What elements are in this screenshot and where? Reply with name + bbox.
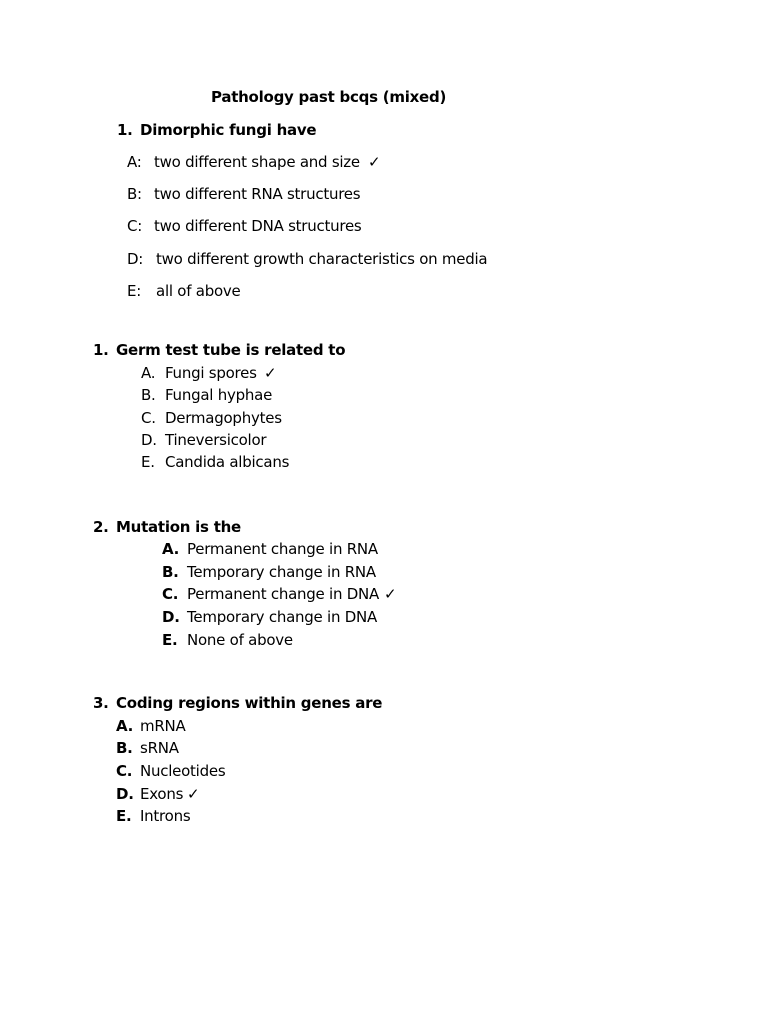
option-letter: C. [116,762,133,780]
option-text: Temporary change in DNA [187,608,378,626]
option-letter: E: [127,282,142,300]
option-letter: B: [127,185,142,203]
option-text: all of above [156,282,241,300]
option-letter: C. [162,585,179,603]
option-letter: B. [116,739,133,757]
option-letter: D. [162,608,180,626]
option-text: two different shape and size [154,153,360,171]
option-letter: E. [116,807,132,825]
checkmark-icon: ✓ [264,364,277,382]
option-letter: A. [162,540,180,558]
option-letter: E. [141,453,155,471]
question-number: 1. [117,121,133,139]
option-text: two different DNA structures [154,217,362,235]
checkmark-icon: ✓ [187,785,200,803]
option-text: Dermagophytes [165,409,282,427]
option-text: None of above [187,631,293,649]
option-letter: A: [127,153,142,171]
option-letter: C: [127,217,143,235]
option-letter: D. [141,431,157,449]
option-text: Permanent change in DNA [187,585,380,603]
option-text: Temporary change in RNA [187,563,376,581]
option-letter: E. [162,631,178,649]
option-text: Candida albicans [165,453,290,471]
question-number: 2. [93,518,109,536]
option-text: Fungi spores [165,364,257,382]
question-number: 3. [93,694,109,712]
option-text: two different RNA structures [154,185,361,203]
option-letter: A. [116,717,134,735]
question-text: Mutation is the [116,518,241,536]
option-text: Introns [140,807,191,825]
option-letter: C. [141,409,156,427]
option-text: Nucleotides [140,762,226,780]
question-text: Dimorphic fungi have [140,121,317,139]
option-text: mRNA [140,717,186,735]
page-title: Pathology past bcqs (mixed) [211,88,447,106]
option-letter: B. [162,563,179,581]
checkmark-icon: ✓ [368,153,381,171]
checkmark-icon: ✓ [384,585,397,603]
option-text: Permanent change in RNA [187,540,378,558]
option-text: Exons [140,785,184,803]
question-text: Germ test tube is related to [116,341,346,359]
option-letter: D. [116,785,134,803]
question-number: 1. [93,341,109,359]
option-text: Tineversicolor [165,431,267,449]
option-letter: D: [127,250,144,268]
option-letter: A. [141,364,156,382]
option-text: sRNA [140,739,179,757]
option-letter: B. [141,386,156,404]
option-text: two different growth characteristics on media [156,250,488,268]
option-text: Fungal hyphae [165,386,273,404]
question-text: Coding regions within genes are [116,694,383,712]
